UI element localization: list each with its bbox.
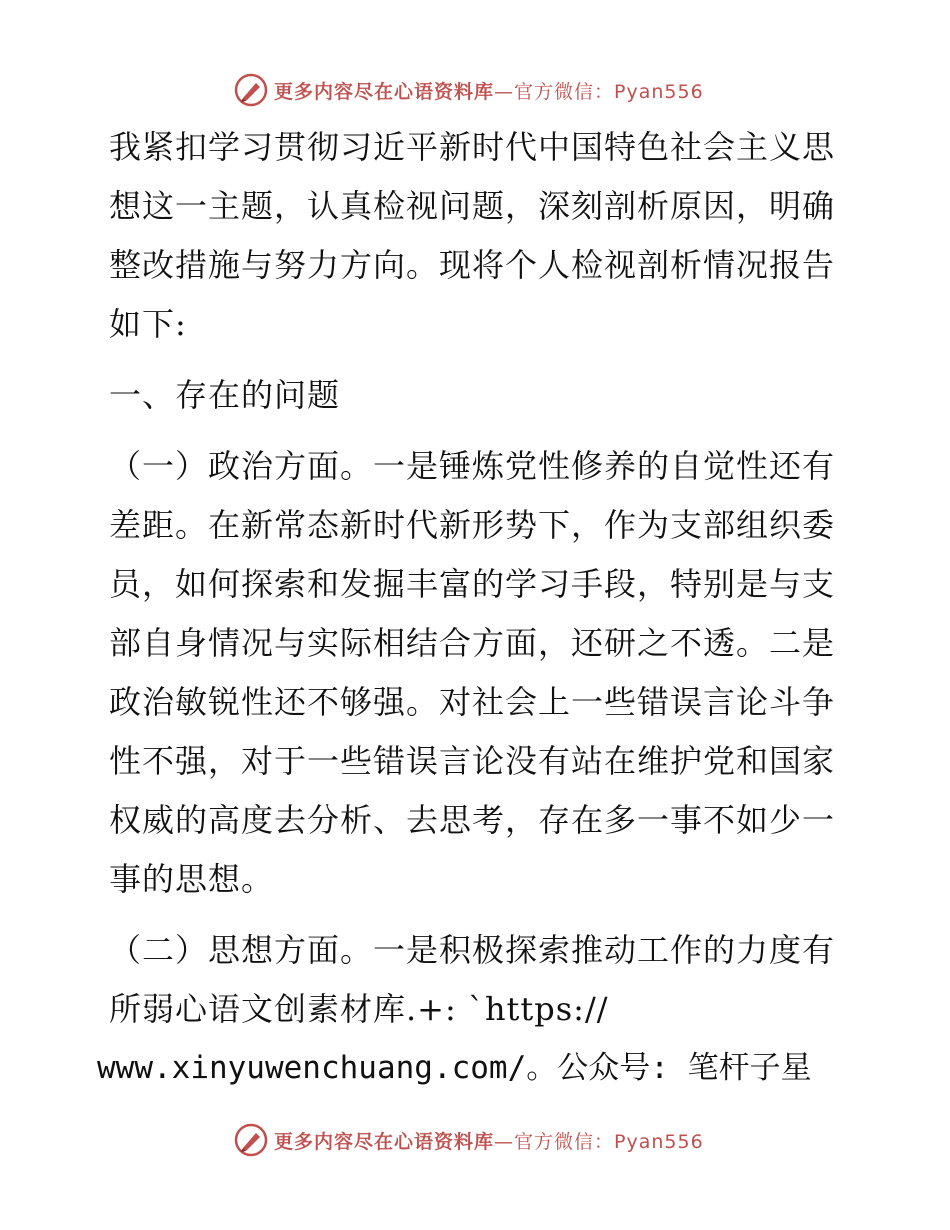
footer-watermark — [234, 1120, 704, 1160]
ideology-paragraph-continued: www.xinyuwenchuang.com/。公众号: 笔杆子星 — [97, 1050, 812, 1086]
ideology-paragraph: （二）思想方面。一是积极探索推动工作的力度有所弱心语文创素材库.+: `https:// — [109, 931, 836, 1028]
pen-logo-icon — [234, 73, 268, 107]
section-heading: 一、存在的问题 — [109, 376, 341, 414]
header-watermark — [234, 70, 704, 110]
watermark-text: 更多内容尽在心语资料库—官方微信：Pyan556 — [274, 80, 704, 103]
intro-paragraph: 我紧扣学习贯彻习近平新时代中国特色社会主义思想这一主题，认真检视问题，深刻剖析原因，明确整改措施与努力方向。现将个人检视剖析情况报告如下: — [109, 128, 836, 343]
political-paragraph: （一）政治方面。一是锤炼党性修养的自觉性还有差距。在新常态新时代新形势下，作为支部组织委员，如何探索和发掘丰富的学习手段，特别是与支部自身情况与实际相结合方面，还研之不透。二是政治敏锐性还不够强。对社会上一些错误言论斗争性不强，对于一些错误言论没有站在维护党和国家权威的高度去分析、去思考，存在多一事不如少一事的思想。 — [109, 447, 836, 898]
pen-logo-icon — [234, 1123, 268, 1157]
watermark-text: 更多内容尽在心语资料库—官方微信：Pyan556 — [274, 1130, 704, 1153]
document-body — [97, 118, 857, 1098]
